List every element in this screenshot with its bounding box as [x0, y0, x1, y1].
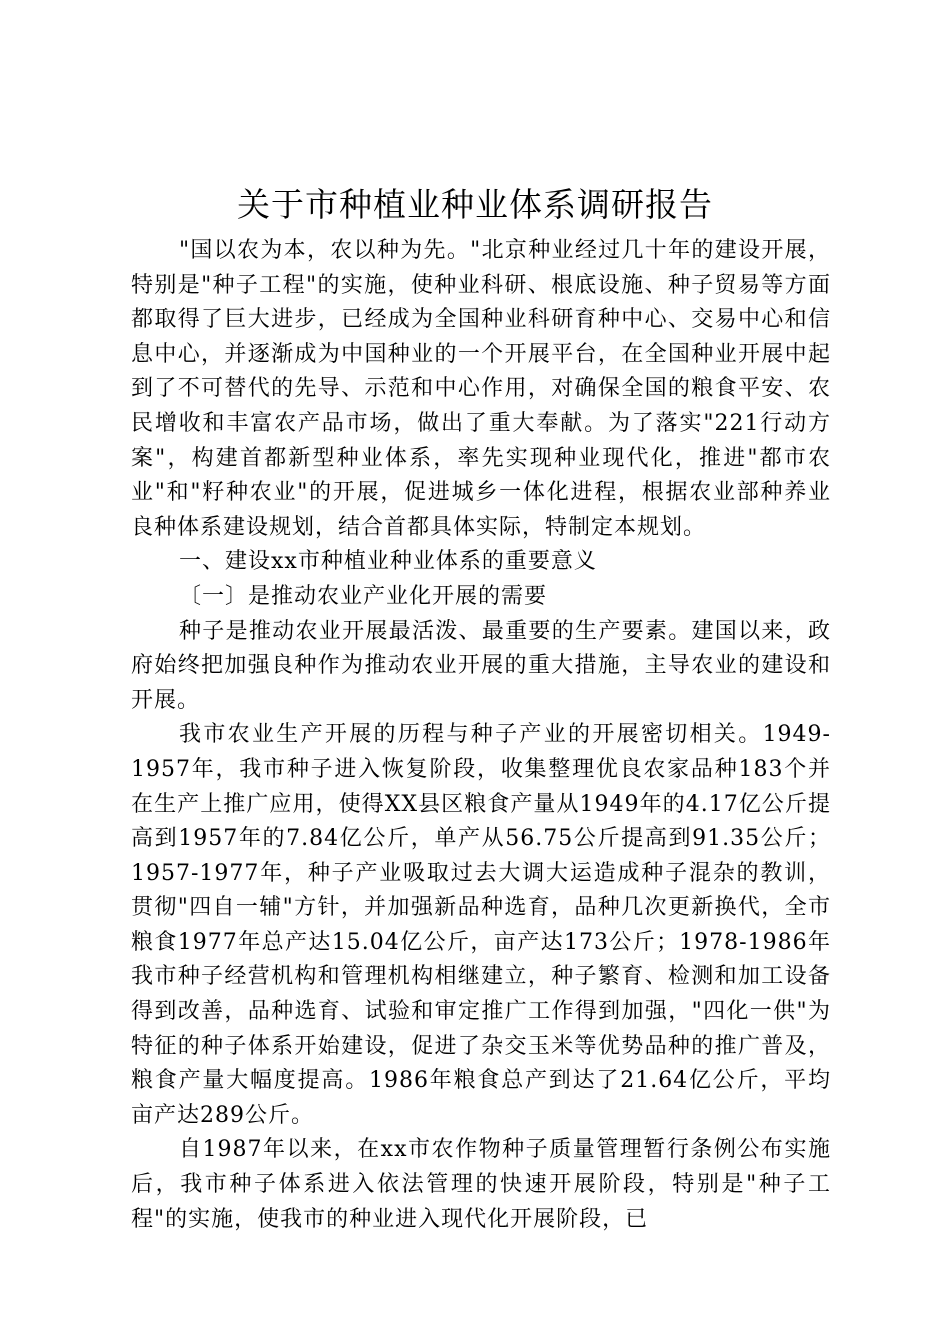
subsection-heading-1: 〔一〕是推动农业产业化开展的需要	[179, 583, 548, 609]
document-title: 关于市种植业种业体系调研报告	[237, 185, 713, 224]
document-body	[131, 234, 831, 1237]
paragraph-seed-importance: 种子是推动农业开展最活泼、最重要的生产要素。建国以来，政府始终把加强良种作为推动农业开展的重大措施，主导农业的建设和开展。	[131, 618, 831, 713]
paragraph-since-1987: 自1987年以来，在xx市农作物种子质量管理暂行条例公布实施后，我市种子体系进入依法管理的快速开展阶段，特别是"种子工程"的实施，使我市的种业进入现代化开展阶段，已	[131, 1137, 831, 1232]
paragraph-history: 我市农业生产开展的历程与种子产业的开展密切相关。1949-1957年，我市种子进入恢复阶段，收集整理优良农家品种183个并在生产上推广应用，使得XX县区粮食产量从1949年的4.17亿公斤提高到1957年的7.84亿公斤，单产从56.75公斤提高到91.35公斤；1957-1977年，种子产业吸取过去大调大运造成种子混杂的教训，贯彻"四自一辅"方针，并加强新品种选育，品种几次更新换代，全市粮食1977年总产达15.04亿公斤，亩产达173公斤；1978-1986年我市种子经营机构和管理机构相继建立，种子繁育、检测和加工设备得到改善，品种选育、试验和审定推广工作得到加强，"四化一供"为特征的种子体系开始建设，促进了杂交玉米等优势品种的推广普及，粮食产量大幅度提高。1986年粮食总产到达了21.64亿公斤，平均亩产达289公斤。	[131, 722, 831, 1128]
paragraph-intro: "国以农为本，农以种为先。"北京种业经过几十年的建设开展，特别是"种子工程"的实施，使种业科研、根底设施、种子贸易等方面都取得了巨大进步，已经成为全国种业科研育种中心、交易中心和信息中心，并逐渐成为中国种业的一个开展平台，在全国种业开展中起到了不可替代的先导、示范和中心作用，对确保全国的粮食平安、农民增收和丰富农产品市场，做出了重大奉献。为了落实"221行动方案"，构建首都新型种业体系，率先实现种业现代化，推进"都市农业"和"籽种农业"的开展，促进城乡一体化进程，根据农业部种养业良种体系建设规划，结合首都具体实际，特制定本规划。	[131, 238, 831, 540]
section-heading-1: 一、建设xx市种植业种业体系的重要意义	[179, 549, 597, 575]
